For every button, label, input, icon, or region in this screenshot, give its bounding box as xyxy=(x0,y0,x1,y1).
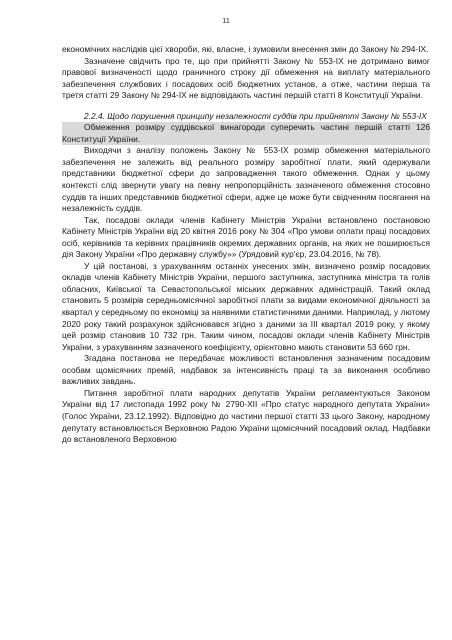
page-number: 11 xyxy=(222,16,230,25)
paragraph-2: Зазначене свідчить про те, що при прийнятті Закону № 553-IX не дотримано вимог правової визначеності щодо граничного строку дії обмеження на виплату матеріального забезпечення службових і посадових осіб бюджетних установ, а отже, частини перша та третя статті 29 Закону № 294-IX не відповідають частині першій статті 8 Конституції України. xyxy=(62,55,430,101)
paragraph-1: економічних наслідків цієї хвороби, які, власне, і зумовили внесення змін до Закону № 294-IX. xyxy=(62,44,429,54)
highlighted-thesis: Обмеження розміру суддівської винагороди суперечить частині першій статті 126 Конституції України. xyxy=(62,122,430,144)
paragraph-5: У цій постанові, з урахуванням останніх унесених змін, визначено розмір посадових окладів членів Кабінету Міністрів України, першого заступника, заступника міністра та голів обласних, Київської та Севастопольської міських державних адміністрацій. Такий оклад становить 5 розмірів середньомісячної заробітної плати за видами економічної діяльності за квартал у середньому по економіці за наявними статистичними даними. Наприклад, у лютому 2020 року такий розрахунок здійснювався згідно з даними за III квартал 2019 року, у якому цей розмір становив 10 732 грн. Таким чином, посадові оклади членів Кабінету Міністрів України, з урахуванням зазначеного коефіцієнту, орієнтовно мають становити 53 660 грн. xyxy=(62,260,430,352)
paragraph-6: Згадана постанова не передбачає можливості встановлення зазначеним посадовим особам щомісячних премій, надбавок за інтенсивність праці та за виконання особливо важливих завдань. xyxy=(62,353,430,387)
document-body xyxy=(62,44,430,446)
section-heading: 2.2.4. Щодо порушення принципу незалежності суддів при прийнятті Закону № 553-IX xyxy=(84,110,427,121)
paragraph-3: Виходячи з аналізу положень Закону № 553-IX розмір обмеження матеріального забезпечення не залежить від реального розміру заробітної плати, який одержували представники бюджетної сфери до запровадження такого обмеження. Однак у цьому контексті слід звернути увагу на певну непропорційність зазначеного обмеження стосовно суддів та інших представників бюджетної сфери, адже це може бути свідченням посягання на незалежність суддів. xyxy=(62,145,430,214)
paragraph-7: Питання заробітної плати народних депутатів України регламентуються Законом України від 17 листопада 1992 року № 2790-XII «Про статус народного депутата України» (Голос України, 23.12.1992). Відповідно до частини першої статті 33 цього Закону, народному депутату встановлюється Верховною Радою України щомісячний посадовий оклад. Надбавки до встановленого Верховною xyxy=(62,387,430,445)
paragraph-4: Так, посадові оклади членів Кабінету Міністрів України встановлено постановою Кабінету Міністрів України від 20 квітня 2016 року № 304 «Про умови оплати праці посадових осіб, керівників та керівних працівників окремих державних органів, на яких не поширюється дія Закону України «Про державну службу»» (Урядовий кур'єр, 23.04.2016, № 78). xyxy=(62,214,430,260)
